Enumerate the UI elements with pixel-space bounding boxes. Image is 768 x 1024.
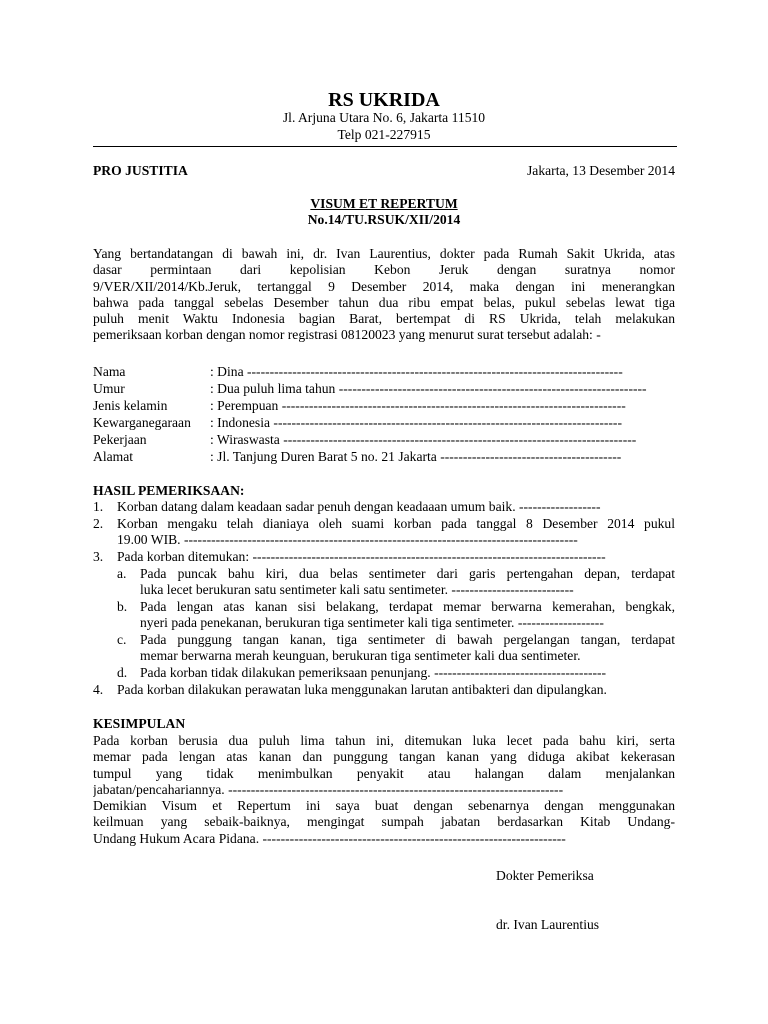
finding-3c-line: Pada punggung tangan kanan, tiga sentimeter di bawah pergelangan tangan, terdapat — [140, 632, 675, 647]
finding-1: Korban datang dalam keadaan sadar penuh dengan keadaaan umum baik. ------------------ — [117, 499, 601, 514]
kesimpulan-line: keilmuan yang sebaik-baiknya, mengingat sumpah jabatan berdasarkan Kitab Undang- — [93, 814, 675, 830]
hospital-phone: Telp 021-227915 — [337, 127, 431, 142]
sub-letter: c. — [117, 632, 127, 647]
identity-value: : Jl. Tanjung Duren Barat 5 no. 21 Jakarta ---------------------------------------- — [210, 449, 622, 464]
finding-3b-line: nyeri pada penekanan, berukuran tiga sentimeter kali tiga sentimeter. ------------------- — [140, 615, 604, 630]
kesimpulan-line: memar pada lengan atas kanan dan punggung tangan kanan yang diduga akibat kekerasan — [93, 749, 675, 765]
finding-3c-line: memar berwarna merah keunguan, berukuran tiga sentimeter kali dua sentimeter. — [140, 648, 581, 663]
document-title: VISUM ET REPERTUM — [310, 196, 458, 211]
kesimpulan-heading: KESIMPULAN — [93, 716, 186, 731]
header-divider — [93, 146, 677, 147]
identity-label: Jenis kelamin — [93, 398, 168, 413]
finding-2-line: Korban mengaku telah dianiaya oleh suami korban pada tanggal 8 Desember 2014 pukul — [117, 516, 675, 531]
sub-letter: a. — [117, 566, 127, 581]
list-number: 1. — [93, 499, 104, 514]
finding-3b-line: Pada lengan atas kanan sisi belakang, terdapat memar berwarna kemerahan, bengkak, — [140, 599, 675, 614]
sub-letter: b. — [117, 599, 128, 614]
identity-value: : Perempuan ---------------------------------------------------------------------------- — [210, 398, 626, 413]
intro-line: pemeriksaan korban dengan nomor registrasi 08120023 yang menurut surat tersebut adalah: - — [93, 327, 601, 343]
list-number: 3. — [93, 549, 104, 564]
identity-row — [93, 432, 675, 448]
identity-label: Umur — [93, 381, 125, 396]
signature-name: dr. Ivan Laurentius — [496, 917, 600, 932]
intro-line: Yang bertandatangan di bawah ini, dr. Ivan Laurentius, dokter pada Rumah Sakit Ukrida, atas — [93, 246, 675, 261]
kesimpulan-paragraph — [93, 733, 675, 847]
finding-3: Pada korban ditemukan: ------------------------------------------------------------------------------ — [117, 549, 606, 564]
pro-justitia-label: PRO JUSTITIA — [93, 163, 188, 178]
kesimpulan-line: Demikian Visum et Repertum ini saya buat dengan sebenarnya dengan menggunakan — [93, 798, 675, 814]
finding-4: Pada korban dilakukan perawatan luka menggunakan larutan antibakteri dan dipulangkan. — [117, 682, 607, 697]
kesimpulan-line: Pada korban berusia dua puluh lima tahun ini, ditemukan luka lecet pada bahu kiri, serta — [93, 733, 675, 748]
list-number: 2. — [93, 516, 104, 531]
intro-paragraph — [93, 246, 675, 344]
identity-label: Alamat — [93, 449, 134, 464]
identity-row — [93, 364, 675, 380]
identity-value: : Wiraswasta ------------------------------------------------------------------------------ — [210, 432, 637, 447]
place-date: Jakarta, 13 Desember 2014 — [527, 163, 675, 178]
signature-role: Dokter Pemeriksa — [496, 868, 594, 883]
kesimpulan-line: jabatan/pencahariannya. -------------------------------------------------------------------------- — [93, 781, 564, 797]
document-number: No.14/TU.RSUK/XII/2014 — [307, 212, 461, 227]
identity-row — [93, 398, 675, 414]
identity-label: Pekerjaan — [93, 432, 147, 447]
identity-label: Nama — [93, 364, 126, 379]
hasil-heading: HASIL PEMERIKSAAN: — [93, 483, 245, 498]
hospital-name: RS UKRIDA — [328, 89, 440, 111]
kesimpulan-line: tumpul yang tidak menimbulkan penyakit atau halangan dalam menjalankan — [93, 765, 675, 781]
intro-line: puluh menit Waktu Indonesia bagian Barat, bertempat di RS Ukrida, telah melakukan — [93, 311, 675, 327]
identity-row — [93, 449, 675, 465]
finding-2-line: 19.00 WIB. --------------------------------------------------------------------------------------- — [117, 532, 578, 547]
list-number: 4. — [93, 682, 104, 697]
finding-3d: Pada korban tidak dilakukan pemeriksaan penunjang. -------------------------------------- — [140, 665, 607, 680]
identity-label: Kewarganegaraan — [93, 415, 191, 430]
identity-value: : Dua puluh lima tahun -------------------------------------------------------------------- — [210, 381, 647, 396]
intro-line: dasar permintaan dari kepolisian Kebon Jeruk dengan suratnya nomor — [93, 262, 675, 278]
identity-row — [93, 381, 675, 397]
identity-value: : Indonesia ----------------------------------------------------------------------------- — [210, 415, 622, 430]
finding-3a-line: Pada puncak bahu kiri, dua belas sentimeter dari garis pertengahan depan, terdapat — [140, 566, 675, 581]
intro-line: bahwa pada tanggal sebelas Desember tahun dua ribu empat belas, pukul sebelas lewat tiga — [93, 294, 675, 310]
finding-3a-line: luka lecet berukuran satu sentimeter kali satu sentimeter. --------------------------- — [140, 582, 574, 597]
intro-line: 9/VER/XII/2014/Kb.Jeruk, tertanggal 9 Desember 2014, maka dengan ini menerangkan — [93, 278, 675, 294]
hospital-address: Jl. Arjuna Utara No. 6, Jakarta 11510 — [282, 110, 486, 125]
identity-value: : Dina ----------------------------------------------------------------------------------- — [210, 364, 623, 379]
sub-letter: d. — [117, 665, 128, 680]
kesimpulan-line: Undang Hukum Acara Pidana. ------------------------------------------------------------------- — [93, 830, 566, 846]
identity-row — [93, 415, 675, 431]
